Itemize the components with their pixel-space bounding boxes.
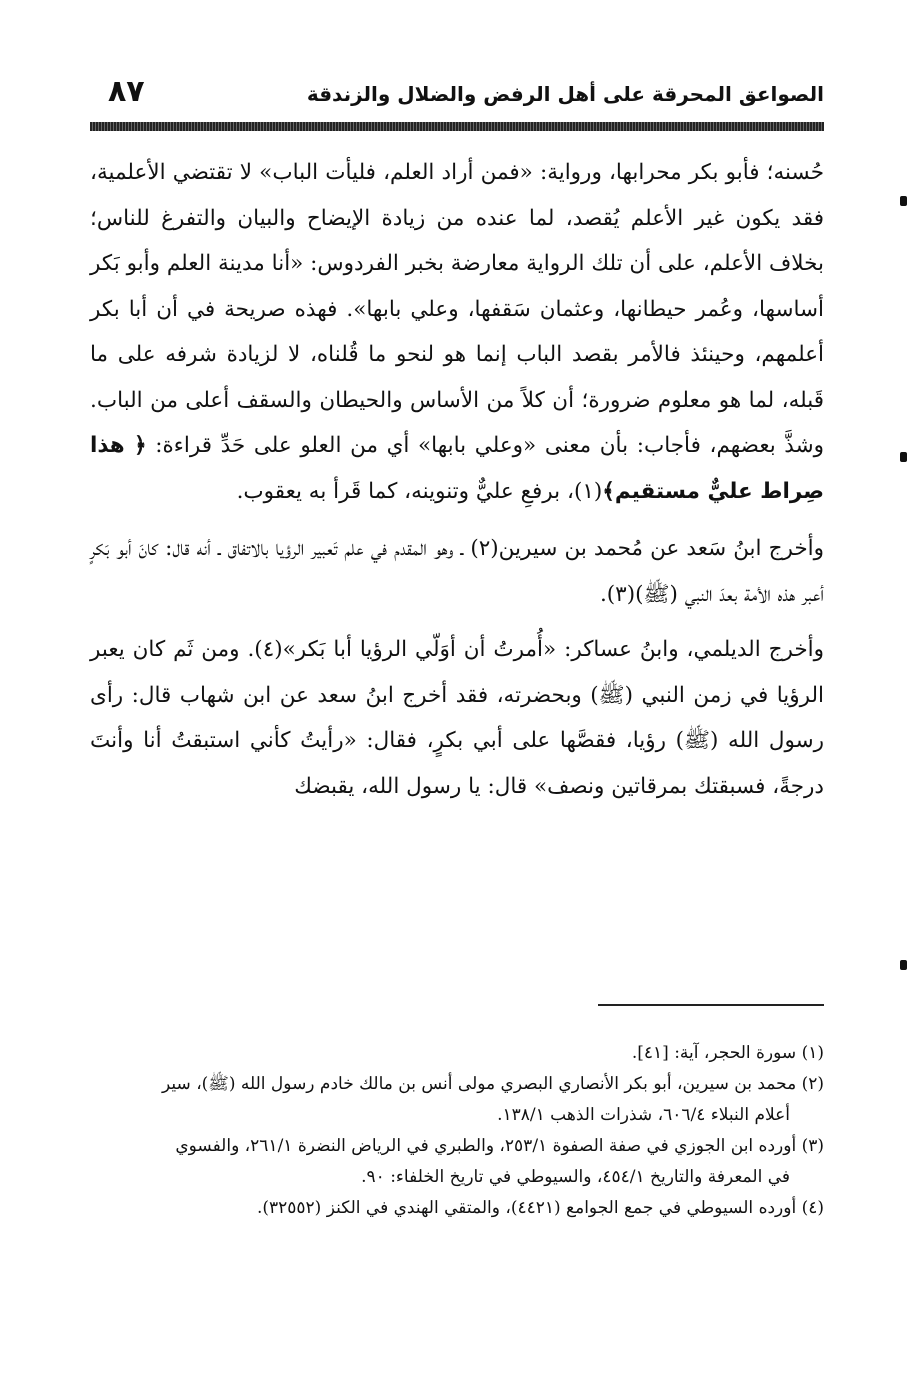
footnote-ref-3: (٣) [606, 581, 636, 607]
paragraph-2 [90, 526, 824, 617]
footnote-4: (٤) أورده السيوطي في جمع الجوامع (٤٤٢١)، والمتقي الهندي في الكنز (٣٢٥٥٢). [256, 1198, 824, 1218]
footnote-3: (٣) أورده ابن الجوزي في صفة الصفوة ٢٥٣/١، والطبري في الرياض النضرة ٢٦١/١، والفسوي [175, 1136, 824, 1156]
page-number: ٨٧ [108, 74, 145, 109]
footnote-ref-2: (٢) [470, 536, 499, 561]
footnote-separator [598, 1004, 824, 1006]
footnote-ref-4: (٤) [254, 637, 283, 662]
header-rule [90, 122, 824, 131]
paragraph-1-text: حُسنه؛ فأبو بكر محرابها، ورواية: «فمن أراد العلم، فليأت الباب» لا تقتضي الأعلمية، فقد يكون غير الأعلم يُقصد، لما عنده من زيادة الإيضاح والبيان والتفرغ للناس؛ بخلاف الأعلم، على أن تلك الرواية معارضة بخبر الفردوس: «أنا مدينة العلم وأبو بَكر أساسها، وعُمر حيطانها، وعثمان سَقفها، وعلي بابها». فهذه صريحة في أن أبا بكر أعلمهم، وحينئذ فالأمر بقصد الباب إنما هو لنحو ما قُلناه، لا لزيادة شرفه على ما قَبله، لما هو معلوم ضرورة؛ أن كلاً من الأساس والحيطان والسقف أعلى من الباب. وشذَّ بعضهم، فأجاب: بأن معنى «وعلي بابها» أي من العلو على حَدِّ قراءة: [90, 160, 824, 458]
paragraph-2-text-end: . [599, 581, 607, 607]
footnote-ref-1: (١) [573, 478, 603, 504]
footnote-1: (١) سورة الحجر، آية: [٤١]. [631, 1043, 824, 1063]
paragraph-3-text: وأخرج الديلمي، وابنُ عساكر: «أُمرتُ أن أوَلّي الرؤيا أبا بَكر» [282, 637, 824, 662]
paragraph-2-text: وأخرج ابنُ سَعد عن مُحمد بن سيرين [498, 536, 825, 561]
margin-mark [900, 196, 907, 206]
page-header [90, 74, 824, 118]
paragraph-3-text-end: . ومن ثَم كان يعبر الرؤيا في زمن النبي (ﷺ) وبحضرته، فقد أخرج ابنُ سعد عن ابن شهاب قال: رأى رسول الله (ﷺ) رؤيا، فقصَّها على أبي بكرٍ، فقال: «رأيتُ كأني استبقتُ أنا وأنتَ درجةً، فسبقتك بمرقاتين ونصف» قال: يا رسول الله، يقبضك [90, 637, 824, 799]
footnote-3-continued: في المعرفة والتاريخ ٤٥٤/١، والسيوطي في تاريخ الخلفاء: ٩٠. [361, 1167, 790, 1187]
margin-mark [900, 960, 907, 970]
running-title: الصواعق المحرقة على أهل الرفض والضلال والزندقة [306, 82, 824, 106]
paragraph-1 [90, 150, 824, 514]
quran-verse: ﴿ هذا صِراط عليٌّ مستقيم﴾ [90, 433, 824, 504]
main-text [90, 150, 824, 819]
footnotes [90, 1038, 824, 1224]
footnote-2-continued: أعلام النبلاء ٦٠٦/٤، شذرات الذهب ١٣٨/١. [497, 1105, 790, 1125]
margin-mark [900, 452, 907, 462]
paragraph-3 [90, 627, 824, 809]
paragraph-2-text-mid: ـ وهو المقدم في علم تَعبير الرؤيا بالاتفاق ـ أنه قال: كانَ أبو بَكرٍ أعبر هذه الأمة بعدَ النبي (ﷺ) [90, 536, 824, 607]
paragraph-1-text-end: ، برفعِ عليٌّ وتنوينه، كما قَرأ به يعقوب. [236, 478, 574, 504]
footnote-2: (٢) محمد بن سيرين، أبو بكر الأنصاري البصري مولى أنس بن مالك خادم رسول الله (ﷺ)، سير [162, 1074, 824, 1094]
